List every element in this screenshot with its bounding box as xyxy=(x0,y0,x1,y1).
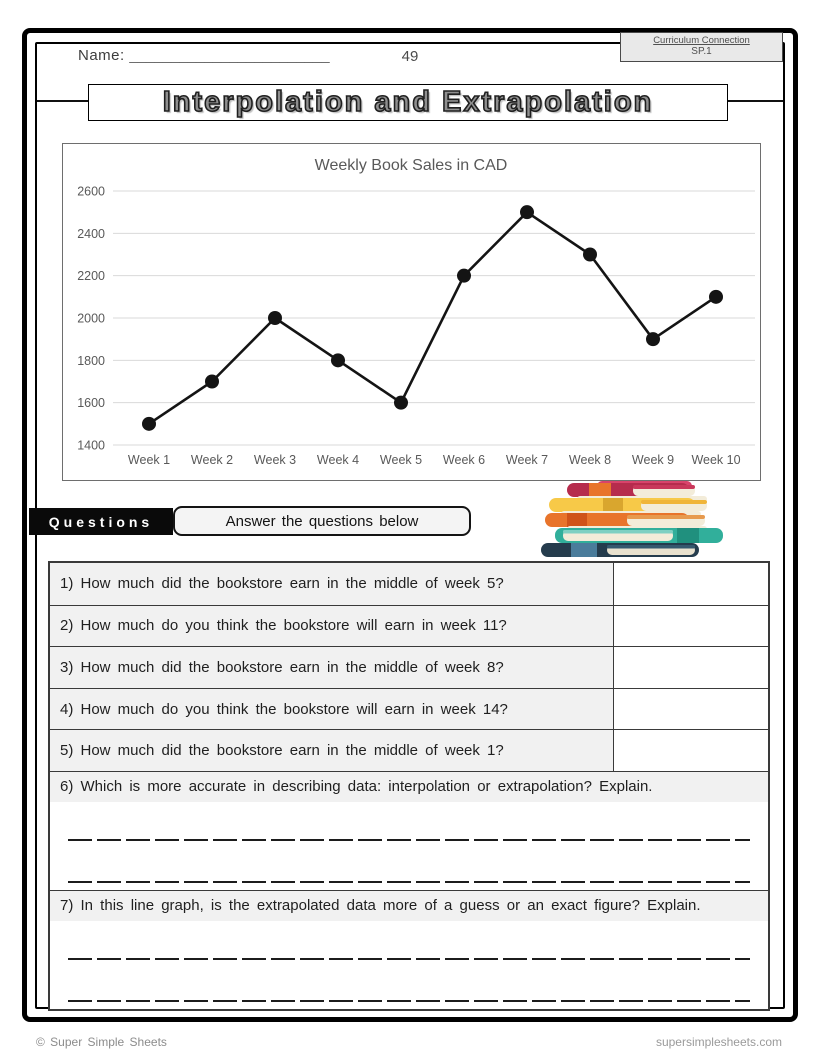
chart-svg xyxy=(63,144,760,480)
answer-box[interactable] xyxy=(613,647,768,688)
data-point xyxy=(709,290,723,304)
question-row xyxy=(50,890,768,921)
x-axis-tick-label: Week 1 xyxy=(127,453,171,467)
copyright-text: © Super Simple Sheets xyxy=(36,1035,167,1049)
y-axis-tick-label: 2600 xyxy=(77,184,105,199)
data-point xyxy=(142,417,156,431)
curriculum-connection-title: Curriculum Connection xyxy=(653,35,750,46)
books-stack-illustration xyxy=(537,481,737,566)
question-row xyxy=(50,729,768,771)
answer-box[interactable] xyxy=(613,730,768,771)
question-text: 3) How much did the bookstore earn in the middle of week 8? xyxy=(50,647,613,688)
answer-box[interactable] xyxy=(613,689,768,730)
x-axis-tick-label: Week 6 xyxy=(442,453,486,467)
x-axis-tick-label: Week 10 xyxy=(691,453,741,467)
writing-line[interactable] xyxy=(68,881,750,883)
answer-writing-area[interactable] xyxy=(50,802,768,890)
data-point xyxy=(520,205,534,219)
questions-table xyxy=(48,561,770,1011)
question-text: 1) How much did the bookstore earn in the middle of week 5? xyxy=(50,563,613,605)
question-row xyxy=(50,563,768,605)
y-axis-tick-label: 2000 xyxy=(77,311,105,326)
data-point xyxy=(394,396,408,410)
x-axis-tick-label: Week 8 xyxy=(568,453,612,467)
writing-line[interactable] xyxy=(68,1000,750,1002)
question-row xyxy=(50,646,768,688)
question-text: 4) How much do you think the bookstore will earn in week 14? xyxy=(50,689,613,730)
data-point xyxy=(457,269,471,283)
writing-line[interactable] xyxy=(68,839,750,841)
answer-box[interactable] xyxy=(613,606,768,647)
curriculum-code: SP.1 xyxy=(691,46,712,57)
question-row xyxy=(50,688,768,730)
worksheet-title-box xyxy=(88,84,728,121)
chart-title: Weekly Book Sales in CAD xyxy=(314,157,508,174)
answer-box[interactable] xyxy=(613,563,768,605)
data-point xyxy=(646,332,660,346)
x-axis-tick-label: Week 9 xyxy=(631,453,675,467)
questions-instruction-badge xyxy=(173,506,471,536)
short-question-rows xyxy=(50,563,768,771)
question-text: 5) How much did the bookstore earn in the middle of week 1? xyxy=(50,730,613,771)
x-axis-tick-label: Week 5 xyxy=(379,453,423,467)
data-point xyxy=(268,311,282,325)
name-blank-line[interactable]: ________________________ xyxy=(129,47,330,64)
worksheet-title: Interpolation and Extrapolation xyxy=(162,86,654,118)
data-point xyxy=(331,353,345,367)
x-axis-tick-label: Week 2 xyxy=(190,453,234,467)
questions-label: Questions xyxy=(48,513,154,530)
x-axis-tick-label: Week 7 xyxy=(505,453,549,467)
writing-line[interactable] xyxy=(68,958,750,960)
line-chart xyxy=(62,143,761,481)
x-axis-tick-label: Week 3 xyxy=(253,453,297,467)
y-axis-tick-label: 2400 xyxy=(77,226,105,241)
name-label: Name: xyxy=(78,47,125,64)
x-axis-tick-label: Week 4 xyxy=(316,453,360,467)
questions-instruction: Answer the questions below xyxy=(225,512,419,530)
questions-section-header xyxy=(29,508,173,535)
question-row xyxy=(50,771,768,802)
question-row xyxy=(50,605,768,647)
question-text: 2) How much do you think the bookstore will earn in week 11? xyxy=(50,606,613,647)
data-point xyxy=(205,375,219,389)
curriculum-connection-box xyxy=(620,32,783,62)
y-axis-tick-label: 1400 xyxy=(77,438,105,453)
website-link[interactable]: supersimplesheets.com xyxy=(655,1035,782,1049)
y-axis-tick-label: 1600 xyxy=(77,396,105,411)
data-point xyxy=(583,248,597,262)
y-axis-tick-label: 2200 xyxy=(77,269,105,284)
question-text: 7) In this line graph, is the extrapolated data more of a guess or an exact figure? Explain. xyxy=(60,897,701,915)
y-axis-tick-label: 1800 xyxy=(77,353,105,368)
answer-writing-area[interactable] xyxy=(50,921,768,1009)
question-text: 6) Which is more accurate in describing data: interpolation or extrapolation? Explain. xyxy=(60,778,653,796)
page-number: 49 xyxy=(401,48,419,65)
